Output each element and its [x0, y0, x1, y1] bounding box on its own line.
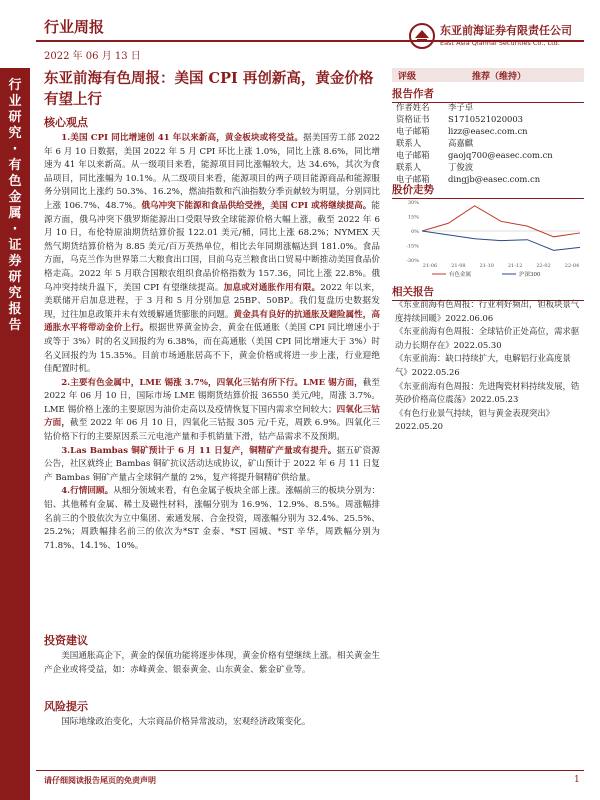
- vertical-char: 有: [8, 158, 22, 173]
- vertical-char: 金: [8, 190, 22, 205]
- author-row: [396, 114, 584, 125]
- vertical-char: 研: [8, 270, 22, 285]
- para1-lead4: 黄金具有良好的抗通胀及避险属性，高通胀水平将带动金价上行。: [44, 309, 380, 334]
- author-field-value[interactable]: dingjb@easec.com.cn: [448, 174, 541, 184]
- risk-heading: 风险提示: [44, 700, 88, 713]
- chart-legend-label: 沪深300: [519, 272, 541, 278]
- vertical-char: ·: [12, 142, 18, 157]
- para2-lead2: 四氧化三钴方面，: [44, 404, 380, 429]
- risk-body: [44, 716, 380, 730]
- para4-lead: 4.行情回顾。: [61, 486, 114, 497]
- report-type: 行业周报: [44, 18, 105, 36]
- investment-body: [44, 650, 380, 677]
- risk-text: 国际地缘政治变化，大宗商品价格异常波动，宏观经济政策变化。: [61, 717, 311, 727]
- core-para-1: [44, 132, 380, 377]
- author-field-value: S1710521020003: [448, 114, 524, 124]
- authors-heading: 报告作者: [392, 86, 584, 103]
- vertical-char: 证: [8, 238, 22, 253]
- rating-value: 推荐（维持）: [472, 72, 527, 82]
- related-report-item[interactable]: 《东亚前海有色周报：行业利好频出，钽板块景气度持续回暖》2022.06.06: [395, 299, 580, 323]
- vertical-char: 券: [8, 254, 22, 269]
- author-field-value: 丁俊波: [448, 162, 474, 172]
- investment-text: 美国通胀高企下，黄金的保值功能将逐步体现，黄金价格有望继续上涨。相关黄金生产企业或将受益，如：赤峰黄金、银泰黄金、山东黄金、紫金矿业等。: [44, 651, 380, 675]
- chart-x-tick: 21-10: [479, 263, 495, 269]
- author-field-label: 电子邮箱: [396, 174, 430, 184]
- para3-lead: 3.Las Bambas 铜矿预计于 6 月 11 日复产，铜精矿产量或有提升。: [61, 445, 337, 456]
- core-para-4: [44, 485, 380, 553]
- chart-x-tick: 22-02: [536, 263, 551, 269]
- vertical-char: 业: [8, 94, 22, 109]
- chart-series-line-1: [422, 231, 580, 250]
- author-row: [396, 126, 584, 137]
- stock-chart-heading: 股价走势: [392, 182, 584, 199]
- para1-lead: 1.美国 CPI 同比增速创 41 年以来新高，黄金板块或将受益。: [61, 133, 304, 143]
- core-view-heading: 核心观点: [44, 116, 88, 129]
- left-category-strip: [0, 68, 30, 800]
- author-row: [396, 162, 584, 173]
- core-view-body: [44, 132, 380, 553]
- report-title: 东亚前海有色周报：美国 CPI 再创新高，黄金价格有望上行: [44, 70, 374, 108]
- author-field-value: 李子卓: [448, 102, 474, 112]
- para4-text: 从细分领域来看，有色金属子板块全部上涨。涨幅前三的板块分别为：铝、其他稀有金属、稀土及磁性材料，涨幅分别为 16.9%、12.9%、8.5%。周涨幅排名前三的个股依次为立中集团、索通发展、合金投资，周涨幅分别为 32.4%、25.5%、25.2%；周跌幅排名前三的依次为*ST 金泰、*ST 园城、*ST 辛华，周跌幅分别为 71.8%、14.1%、10%。: [44, 486, 380, 551]
- vertical-char: 报: [8, 302, 22, 317]
- author-row: [396, 102, 584, 113]
- author-row: [396, 138, 584, 149]
- related-reports-list: [395, 298, 581, 434]
- vertical-category-text: [0, 78, 30, 334]
- chart-y-tick: -30%: [406, 258, 419, 264]
- chart-series-line-0: [422, 206, 580, 237]
- author-field-value: 高嘉麒: [448, 138, 474, 148]
- vertical-char: 究: [8, 286, 22, 301]
- para2-text: 截至 2022 年 06 月 10 日，国际市场 LME 锡期货结算价报 36550 美元/吨，周涨 3.7%。LME 锡价格上涨的主要原因为油价走高以及疫情恢复下国内需求空间较大；: [44, 377, 380, 415]
- para1-lead2: 俄乌冲突下能源和食品供给受挫，美国 CPI 或将继续提高。: [141, 200, 372, 211]
- disclaimer-note: 请仔细阅读报告尾页的免责声明: [44, 775, 156, 785]
- author-field-label: 电子邮箱: [396, 150, 430, 160]
- footer-divider: [36, 770, 584, 771]
- related-report-item[interactable]: 《有色行业景气持续，钽与黄金表现突出》2022.05.20: [395, 407, 555, 432]
- company-name-en: East Asia Qianhai Securities Co., Ltd.: [440, 39, 560, 47]
- page-number: 1: [574, 775, 580, 785]
- para2-text2: 截至 2022 年 06 月 10 日，四氧化三钴报 305 元/千克，周跌 6.9%。四氧化三钴价格下行的主要原因系三元电池产量和手机销量下滑，钴产品需求不及预期。: [44, 418, 380, 443]
- related-report-item[interactable]: 《东亚前海有色周报：全球钴价正处高位，需求驱动力长期存在》2022.05.30: [395, 326, 580, 350]
- author-field-value[interactable]: gaojq700@easec.com.cn: [448, 150, 553, 160]
- author-field-label: 作者姓名: [396, 102, 430, 112]
- author-field-value[interactable]: lizz@easec.com.cn: [448, 126, 528, 136]
- para1-text3: 2022 年以来，美联储开启加息进程，于 3 月和 5 月分别加息 25BP、50BP。我们复盘历史数据发现，过往加息政策并未有效缓解通货膨胀的问题。: [44, 282, 380, 320]
- related-heading: 相关报告: [392, 284, 584, 301]
- vertical-char: 行: [8, 78, 22, 93]
- stock-price-chart: [392, 198, 584, 280]
- vertical-char: ·: [12, 222, 18, 237]
- para2-lead: 2.主要有色金属中，LME 锡涨 3.7%，四氧化三钴有所下行。LME 锡方面，: [61, 377, 363, 388]
- chart-x-tick: 22-04: [564, 263, 580, 269]
- vertical-char: 色: [8, 174, 22, 189]
- vertical-char: 属: [8, 206, 22, 221]
- author-field-label: 联系人: [396, 162, 422, 172]
- core-para-2: [44, 377, 380, 445]
- para1-lead3: 加息或对通胀作用有限。: [223, 282, 321, 293]
- rating-label: 评级: [398, 72, 417, 82]
- author-field-label: 电子邮箱: [396, 126, 430, 136]
- company-logo-icon: [408, 22, 436, 50]
- author-field-label: 资格证书: [396, 114, 430, 124]
- para1-text: 据美国劳工部 2022 年 6 月 10 日数据，美国 2022 年 5 月 CPI 环比上涨 1.0%，同比上涨 8.6%，同比增速为 41 年以来新高。从一级项目来看，能源项目同比涨幅较大，达 34.6%，其次为食品项目，同比涨幅为 10.1%。从二级项目来看，能源项目的两子项目能源商品和能源服务分别同比上涨约 50.3%、16.2%，燃油指数和汽油指数分季贡献较为明显，分别同比上涨 106.7%、48.7%。: [44, 133, 380, 211]
- chart-y-tick: 0%: [411, 229, 419, 235]
- chart-y-tick: -15%: [406, 243, 419, 250]
- investment-heading: 投资建议: [44, 634, 88, 647]
- chart-y-tick: 30%: [407, 200, 419, 206]
- vertical-char: 告: [8, 318, 22, 333]
- para3-text: 据五矿资源公告，社区就终止 Bambas 铜矿抗议活动达成协议，矿山预计于 2022 年 6 月 11 日复产 Bambas 铜矿产量占全球铜产量的 2%，复产将提升铜精矿供给量。: [44, 445, 380, 483]
- chart-x-tick: 21-12: [507, 263, 523, 269]
- vertical-char: 究: [8, 126, 22, 141]
- vertical-char: 研: [8, 110, 22, 125]
- chart-legend-label: 有色金属: [449, 272, 472, 278]
- chart-x-tick: 21-06: [422, 263, 438, 269]
- chart-x-tick: 21-08: [451, 263, 466, 269]
- related-report-item[interactable]: 《东亚前海：缺口持续扩大，电解铝行业高度景气》2022.05.26: [395, 353, 571, 377]
- rating-bar: [392, 68, 584, 82]
- company-name-cn: 东亚前海证券有限责任公司: [440, 24, 572, 37]
- core-para-3: [44, 445, 380, 486]
- para1-text2: 能源方面，俄乌冲突下俄罗斯能源出口受限导致全球能源价格大幅上涨，截至 2022 年 6 月 10 日，布伦特原油期货结算价报 122.01 美元/桶，同比上涨 68.2%；NYMEX 天然气期货结算价格为 8.85 美元/百万英热单位，相比去年同期涨幅达到 181.0%。食品方面，乌克兰作为世界第二大粮食出口国，目前乌克兰粮食出口贸易中断推动美国食品价格走高。2022 年 5 月联合国粮农组织食品价格指数为 157.36，同比上涨 22.8%。俄乌冲突持续升温下，美国 CPI 有望继续提高。: [44, 200, 380, 293]
- report-date: 2022 年 06 月 13 日: [44, 51, 141, 62]
- author-field-label: 联系人: [396, 138, 422, 148]
- chart-y-tick: 15%: [407, 214, 419, 221]
- para1-text4: 根据世界黄金协会，黄金在低通胀（美国 CPI 同比增速小于或等于 3%）时的名义回报约为 6.38%，而在高通胀（美国 CPI 同比增速大于 3%）时名义回报约为 15.35%。目前市场通胀居高不下，黄金价格或将进一步上涨，行业迎绝佳配置时机。: [44, 323, 380, 375]
- author-row: [396, 150, 584, 161]
- related-report-item[interactable]: 《东亚前海有色周报：先进陶瓷材料持续发展，锆英砂价格高位震荡》2022.05.23: [395, 380, 580, 405]
